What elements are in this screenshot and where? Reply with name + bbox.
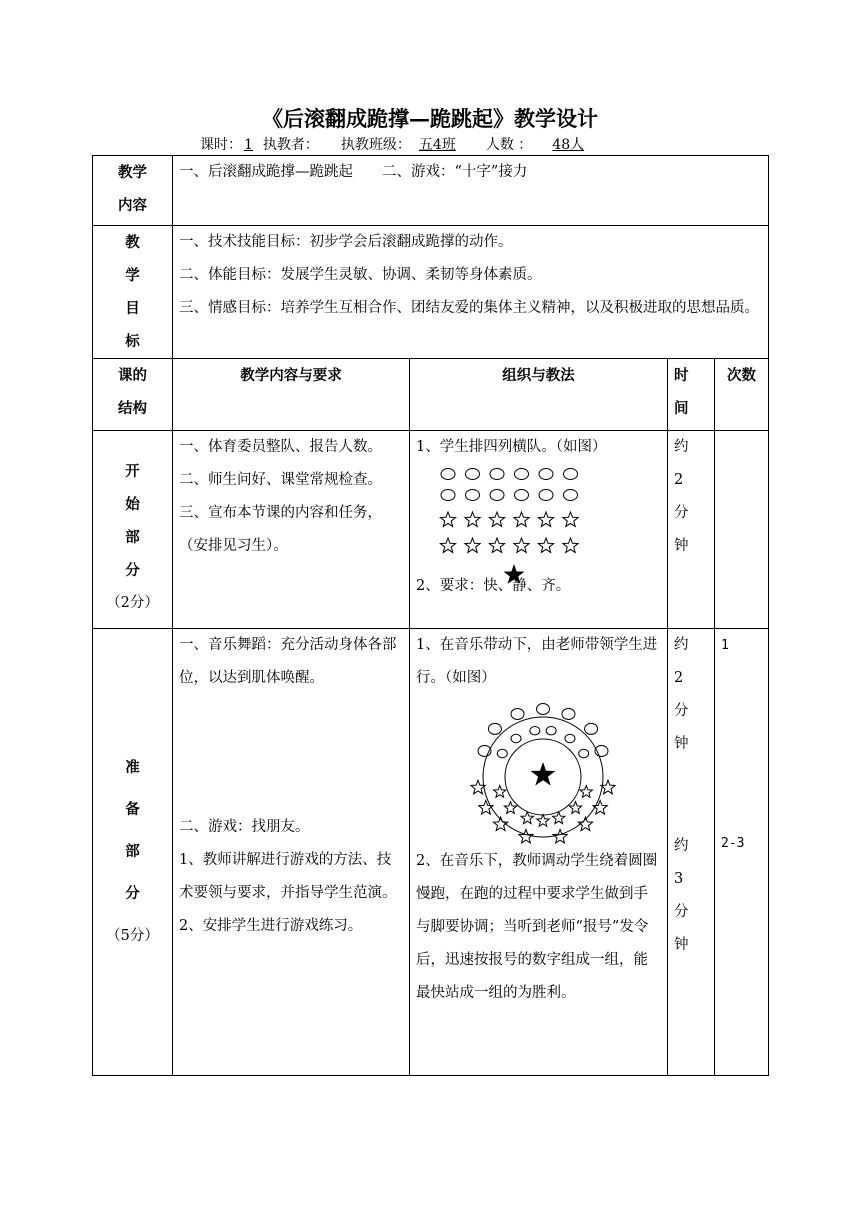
formation-diagram (438, 464, 598, 584)
star-outline-icon (563, 512, 578, 526)
section-minutes: （5分） (106, 928, 159, 944)
header-line: 结构 (118, 400, 147, 417)
time-char: 约 (674, 838, 689, 854)
row-start-section (93, 431, 769, 629)
time-char: 分 (674, 703, 689, 719)
star-outline-icon (563, 538, 578, 552)
time-char: 2 (674, 670, 684, 686)
star-outline-icon (489, 512, 504, 526)
prep-content (173, 629, 410, 1076)
circle-icon (490, 490, 504, 501)
circle-icon (530, 727, 540, 735)
section-minutes: （2分） (106, 595, 159, 611)
star-outline-icon (537, 815, 549, 827)
circle-icon (511, 708, 524, 719)
star-outline-icon (553, 829, 567, 843)
table-header-row (93, 359, 769, 431)
student-circle-rows (441, 469, 578, 501)
label-char: 标 (125, 333, 140, 350)
label-char: 部 (125, 843, 140, 860)
star-outline-icon (489, 538, 504, 552)
label-char: 学 (125, 267, 140, 284)
row-teaching-content (93, 156, 769, 226)
circle-icon (564, 469, 578, 480)
class-label: 执教班级： (340, 137, 411, 153)
label-char: 备 (125, 801, 140, 818)
start-content-line: 一、体育委员整队、报告人数。 (179, 439, 382, 455)
star-outline-icon (479, 801, 493, 815)
label-char: 目 (125, 300, 140, 317)
circle-icon (488, 723, 501, 734)
star-outline-icon (519, 829, 533, 843)
circle-icon (546, 727, 556, 735)
time-char: 3 (674, 871, 684, 887)
prep-org-line-2: 2、在音乐下，教师调动学生绕着圆圈慢跑，在跑的过程中要求学生做到手与脚要协调；当听到老师“报号”发令后，迅速按报号的数字组成一组，能最快站成一组的为胜利。 (416, 853, 658, 1001)
label-teaching-goals (93, 226, 173, 359)
start-time (668, 431, 715, 629)
label-char: 开 (125, 463, 140, 480)
header-org: 组织与教法 (410, 359, 668, 431)
label-line: 教学 (118, 164, 147, 181)
teaching-content-text: 一、后滚翻成跪撑—跪跳起 二、游戏：“十字”接力 (173, 156, 769, 226)
star-outline-icon (538, 512, 553, 526)
star-outline-icon (440, 538, 455, 552)
document-title: 《后滚翻成跪撑—跪跳起》教学设计 (262, 106, 598, 131)
start-org-line-2: 2、要求：快、静、齐。 (416, 578, 571, 594)
prep-content-3: 1、教师讲解进行游戏的方法、技术要领与要求，并指导学生范演。 (179, 852, 397, 901)
label-char: 分 (125, 885, 140, 902)
teaching-goals-text (173, 226, 769, 359)
circle-icon (511, 734, 521, 742)
prep-org-line-1: 1、在音乐带动下，由老师带领学生进行。（如图） (416, 637, 658, 686)
row-teaching-goals (93, 226, 769, 359)
prep-time (668, 629, 715, 1076)
star-outline-icon (569, 802, 581, 814)
time-char: 钟 (674, 937, 689, 953)
start-content (173, 431, 410, 629)
label-teaching-content (93, 156, 173, 226)
start-content-line: 三、宣布本节课的内容和任务，（安排见习生）。 (179, 505, 382, 554)
count-value: 1 (721, 638, 729, 653)
start-count (715, 431, 769, 629)
label-char: 始 (125, 496, 140, 513)
circle-icon (565, 734, 575, 742)
circle-icon (562, 708, 575, 719)
count-value: 2-3 (721, 836, 745, 851)
time-char: 分 (674, 904, 689, 920)
goal-line: 一、技术技能目标：初步学会后滚翻成跪撑的动作。 (179, 234, 513, 250)
circle-icon (539, 469, 553, 480)
count-value: 48人 (552, 137, 585, 153)
circle-icon (466, 490, 480, 501)
label-start-section (93, 431, 173, 629)
star-outline-icon (580, 786, 592, 798)
circle-icon (579, 749, 589, 757)
star-outline-icon (593, 801, 607, 815)
prep-content-4: 2、安排学生进行游戏练习。 (179, 918, 363, 934)
student-star-rows (440, 512, 578, 552)
star-outline-icon (538, 538, 553, 552)
lesson-meta (200, 134, 588, 154)
circle-formation-diagram (468, 697, 618, 847)
star-outline-icon (514, 512, 529, 526)
circle-icon (490, 469, 504, 480)
header-content: 教学内容与要求 (173, 359, 410, 431)
circle-icon (515, 490, 529, 501)
time-char: 钟 (674, 736, 689, 752)
time-char: 分 (674, 505, 689, 521)
prep-org (410, 629, 668, 1076)
star-filled-icon (531, 762, 556, 786)
count-label: 人数 ： (485, 137, 533, 153)
circle-icon (539, 490, 553, 501)
lesson-label: 课时： (200, 137, 242, 153)
time-char: 约 (674, 439, 689, 455)
goal-line: 二、体能目标：发展学生灵敏、协调、柔韧等身体素质。 (179, 267, 542, 283)
circle-icon (497, 749, 507, 757)
label-char: 教 (125, 234, 140, 251)
circle-icon (466, 469, 480, 480)
row-prep-section (93, 629, 769, 1076)
start-org-line-1: 1、学生排四列横队。（如图） (416, 439, 607, 455)
circle-icon (564, 490, 578, 501)
goal-line: 三、情感目标：培养学生互相合作、团结友爱的集体主义精神，以及积极进取的思想品质。 (179, 300, 759, 316)
time-char: 约 (674, 637, 689, 653)
label-prep-section (93, 629, 173, 1076)
star-outline-icon (514, 538, 529, 552)
start-org (410, 431, 668, 629)
circle-formation (471, 704, 615, 843)
circle-icon (537, 704, 550, 715)
prep-content-2: 二、游戏：找朋友。 (179, 819, 310, 835)
class-value: 五4班 (418, 137, 456, 153)
time-char: 钟 (674, 538, 689, 554)
label-char: 分 (125, 562, 140, 579)
header-line: 间 (674, 400, 689, 417)
header-line: 时 (674, 367, 689, 384)
circle-icon (585, 723, 598, 734)
circle-icon (515, 469, 529, 480)
teacher-label: 执教者： (262, 137, 319, 153)
start-content-line: 二、师生问好、课堂常规检查。 (179, 472, 382, 488)
label-char: 准 (125, 759, 140, 776)
star-outline-icon (465, 512, 480, 526)
header-count: 次数 (715, 359, 769, 431)
star-outline-icon (440, 512, 455, 526)
time-char: 2 (674, 472, 684, 488)
lesson-value: 1 (244, 137, 253, 153)
lesson-plan-table (92, 155, 769, 1076)
label-line: 内容 (118, 197, 147, 214)
circle-icon (441, 469, 455, 480)
header-structure (93, 359, 173, 431)
label-char: 部 (125, 529, 140, 546)
circle-icon (441, 490, 455, 501)
prep-content-1: 一、音乐舞蹈：充分活动身体各部位，以达到肌体唤醒。 (179, 637, 397, 686)
header-time (668, 359, 715, 431)
star-outline-icon (504, 802, 516, 814)
star-outline-icon (494, 786, 506, 798)
star-outline-icon (465, 538, 480, 552)
header-line: 课的 (118, 367, 147, 384)
prep-count (715, 629, 769, 1076)
